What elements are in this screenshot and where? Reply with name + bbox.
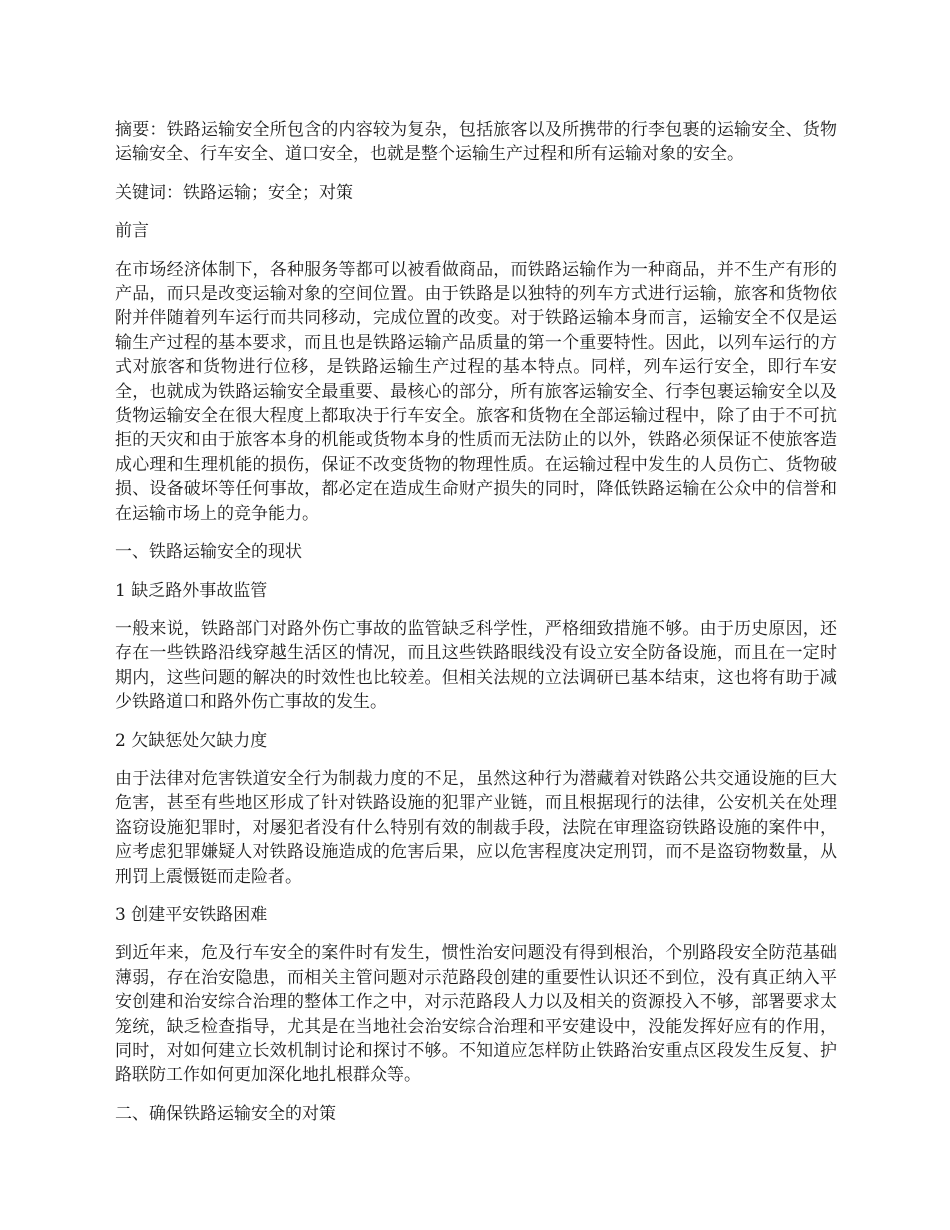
subsection-3-heading: 3 创建平安铁路困难 bbox=[115, 904, 268, 925]
preface-paragraph: 在市场经济体制下，各种服务等都可以被看做商品，而铁路运输作为一种商品，并不生产有形的产品，而只是改变运输对象的空间位置。由于铁路是以独特的列车方式进行运输，旅客和货物依附并伴随着列车运行而共同移动，完成位置的改变。对于铁路运输本身而言，运输安全不仅是运输生产过程的基本要求，而且也是铁路运输产品质量的第一个重要特性。因此，以列车运行的方式对旅客和货物进行位移，是铁路运输生产过程的基本特点。同样，列车运行安全，即行车安全，也就成为铁路运输安全最重要、最核心的部分，所有旅客运输安全、行李包裹运输安全以及货物运输安全在很大程度上都取决于行车安全。旅客和货物在全部运输过程中，除了由于不可抗拒的天灾和由于旅客本身的机能或货物本身的性质而无法防止的以外，铁路必须保证不使旅客造成心理和生理机能的损伤，保证不改变货物的物理性质。在运输过程中发生的人员伤亡、货物破损、设备破坏等任何事故，都必定在造成生命财产损失的同时，降低铁路运输在公众中的信誉和在运输市场上的竞争能力。 bbox=[115, 259, 837, 524]
preface-heading: 前言 bbox=[115, 221, 149, 242]
subsection-2-heading: 2 欠缺惩处欠缺力度 bbox=[115, 730, 268, 751]
section-2-heading: 二、确保铁路运输安全的对策 bbox=[115, 1103, 336, 1124]
subsection-1-paragraph: 一般来说，铁路部门对路外伤亡事故的监管缺乏科学性，严格细致措施不够。由于历史原因，还存在一些铁路沿线穿越生活区的情况，而且这些铁路眼线没有设立安全防备设施，而且在一定时期内，这些问题的解决的时效性也比较差。但相关法规的立法调研已基本结束，这也将有助于减少铁路道口和路外伤亡事故的发生。 bbox=[115, 618, 837, 713]
document-body bbox=[115, 118, 837, 1140]
abstract-paragraph: 摘要：铁路运输安全所包含的内容较为复杂，包括旅客以及所携带的行李包裹的运输安全、货物运输安全、行车安全、道口安全，也就是整个运输生产过程和所有运输对象的安全。 bbox=[115, 120, 837, 165]
subsection-2-paragraph: 由于法律对危害铁道安全行为制裁力度的不足，虽然这种行为潜藏着对铁路公共交通设施的巨大危害，甚至有些地区形成了针对铁路设施的犯罪产业链，而且根据现行的法律，公安机关在处理盗窃设施犯罪时，对屡犯者没有什么特别有效的制裁手段，法院在审理盗窃铁路设施的案件中，应考虑犯罪嫌疑人对铁路设施造成的危害后果，应以危害程度决定刑罚，而不是盗窃物数量，从刑罚上震慑铤而走险者。 bbox=[115, 768, 837, 887]
section-1-heading: 一、铁路运输安全的现状 bbox=[115, 542, 302, 563]
subsection-1-heading: 1 缺乏路外事故监管 bbox=[115, 580, 268, 601]
subsection-3-paragraph: 到近年来，危及行车安全的案件时有发生，惯性治安问题没有得到根治，个别路段安全防范基础薄弱，存在治安隐患，而相关主管问题对示范路段创建的重要性认识还不到位，没有真正纳入平安创建和治安综合治理的整体工作之中，对示范路段人力以及相关的资源投入不够，部署要求太笼统，缺乏检查指导，尤其是在当地社会治安综合治理和平安建设中，没能发挥好应有的作用，同时，对如何建立长效机制讨论和探讨不够。不知道应怎样防止铁路治安重点区段发生反复、护路联防工作如何更加深化地扎根群众等。 bbox=[115, 943, 837, 1086]
keywords-paragraph: 关键词：铁路运输；安全；对策 bbox=[115, 182, 353, 203]
